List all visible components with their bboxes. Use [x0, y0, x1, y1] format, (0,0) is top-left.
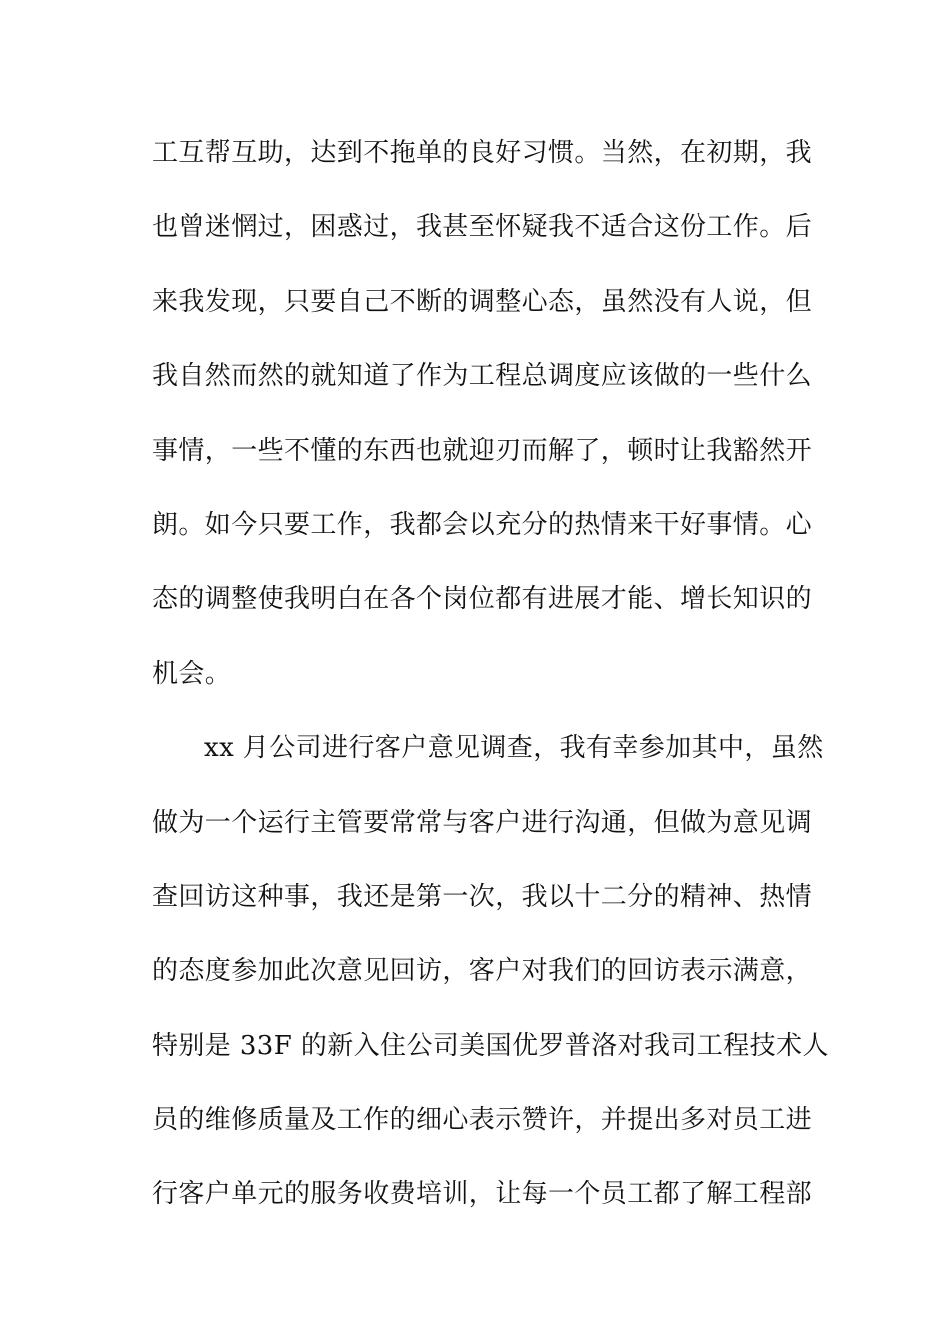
text-line: 朗。如今只要工作，我都会以充分的热情来干好事情。心 [152, 509, 813, 540]
body-text [152, 128, 829, 1244]
paragraph-start-line: xx 月公司进行客户意见调查，我有幸参加其中，虽然 [204, 733, 824, 764]
text-line: 做为一个运行主管要常常与客户进行沟通，但做为意见调 [152, 807, 813, 838]
text-line: 的态度参加此次意见回访，客户对我们的回访表示满意， [152, 956, 813, 987]
text-line: 事情，一些不懂的东西也就迎刃而解了，顿时让我豁然开 [152, 435, 813, 466]
text-line: 行客户单元的服务收费培训，让每一个员工都了解工程部 [152, 1179, 813, 1210]
text-line: 来我发现，只要自己不断的调整心态，虽然没有人说，但 [152, 286, 813, 317]
text-line: 态的调整使我明白在各个岗位都有进展才能、增长知识的 [152, 584, 813, 615]
text-line: 机会。 [152, 658, 232, 689]
text-line: 也曾迷惘过，困惑过，我甚至怀疑我不适合这份工作。后 [152, 212, 813, 243]
text-line: 我自然而然的就知道了作为工程总调度应该做的一些什么 [152, 361, 813, 392]
text-line: 工互帮互助，达到不拖单的良好习惯。当然，在初期，我 [152, 138, 813, 168]
text-line: 员的维修质量及工作的细心表示赞许，并提出多对员工进 [152, 1105, 813, 1136]
text-line: 查回访这种事，我还是第一次，我以十二分的精神、热情 [152, 881, 813, 912]
text-line: 特别是 33F 的新入住公司美国优罗普洛对我司工程技术人 [152, 1030, 829, 1061]
